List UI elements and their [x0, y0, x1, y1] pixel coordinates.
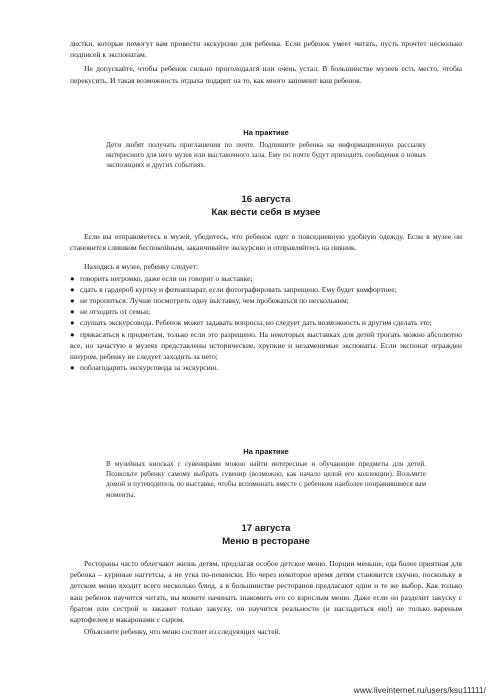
bullet-icon: ●: [70, 329, 75, 339]
section-2-date: 17 августа: [241, 523, 291, 534]
list-item: ● говорить негромко, даже если он говорит о выставке;: [70, 273, 253, 283]
bullet-icon: ●: [70, 307, 75, 317]
section-aug-16: [70, 193, 462, 373]
intro-paragraph-2: Не допускайте, чтобы ребенок сильно проголодался или очень устал. В большинстве музеев есть место, чтобы перекусить. И такая возможность отдыха подарит на то, как много запомнит ваш ребенок.: [70, 64, 462, 85]
museum-rules-list: [70, 273, 462, 374]
practice-box-1: [70, 127, 462, 171]
practice-box-2-text: В музейных киосках с сувенирами можно найти интересные и обучающие предметы для детей. Позвольте ребенку самому выбрать сувенир (возможно, как начало целой его коллекции). Возьмите домой и путеводитель по выставке, чтобы вспоминать вместе с ребенком наиболее понравившиеся вам моменты.: [106, 460, 426, 499]
list-item: ● прикасаться к предметам, только если это разрешено. На некоторых выставках для детей трогать можно абсолютно все, но зачастую в музеях представлены исторические, хрупкие и незаменимые экспонаты. Если экспонат огражден шнуром, ребенку не следует заходить за него;: [70, 329, 462, 362]
intro-block: [70, 38, 462, 86]
practice-box-2: [70, 446, 462, 500]
bullet-icon: ●: [70, 363, 75, 373]
list-item: ● не отходить от семьи;: [70, 307, 151, 317]
intro-paragraph-1: листки, которые помогут вам провести экскурсию для ребенка. Если ребенок умеет читать, пусть прочтет несколько подписей к экспонатам.: [70, 39, 462, 60]
section-1-paragraph: Если вы отправляетесь в музей, убедитесь, что ребенок одет в повседневную удобную одежду. Если в музее он становится слишком беспокойным, заканчивайте экскурсию и отправляйтесь на пикник.: [70, 232, 462, 253]
bullet-icon: ●: [70, 296, 75, 306]
practice-box-1-text: Дети любят получать приглашения по почте. Подпишите ребенка на информационную рассылку интересного для него музея или выставочного зала. Ему по почте будут приходить сообщения о новых экспозициях и других событиях.: [106, 141, 426, 170]
section-2-paragraph: Рестораны часто облегчают жизнь детям, предлагая особое детское меню. Порции меньше, еда более приятная для ребенка – куриные наггетсы, а не утка по-пекински. Но через некоторое время детям становится скучно, поскольку в детском меню входит всего несколько блюд, а в большинстве ресторанов предлагают одни и те же выбор. Как только ваш ребенок научится читать, вы можете начинать знакомить его со взрослым меню. Даже если он разделит закуску с братом или сестрой и закажет только закуску, он научится реальности (и насладиться ею!) не только вареным картофелем и макаронами с сыром.: [70, 559, 462, 625]
section-1-list-intro: Находясь в музее, ребенку следует:: [84, 262, 199, 272]
practice-box-2-title: На практике: [243, 447, 289, 456]
section-2-heading: Меню в ресторане: [222, 536, 310, 547]
section-2-paragraph-2: Объясните ребенку, что меню состоит из следующих частей.: [84, 627, 281, 637]
list-item: ● поблагодарить экскурсовода за экскурсию.: [70, 363, 219, 373]
practice-box-1-title: На практике: [243, 128, 289, 137]
list-item: ● не торопиться. Лучше посмотреть одну выставку, чем пробежаться по нескольким;: [70, 296, 349, 306]
list-item: ● слушать экскурсовода. Ребенок может задавать вопросы, но следует дать возможность и другим сделать это;: [70, 318, 432, 328]
bullet-icon: ●: [70, 318, 75, 328]
section-1-heading: Как вести себя в музее: [211, 207, 321, 218]
section-1-date: 16 августа: [241, 194, 291, 205]
bullet-icon: ●: [70, 273, 75, 283]
source-url: www.liveinternet.ru/users/ksu11111/: [353, 686, 486, 695]
section-aug-17: [70, 522, 462, 637]
bullet-icon: ●: [70, 284, 75, 294]
list-item: ● сдать в гардероб куртку и фотоаппарат, если фотографировать запрещено. Ему будет комфортнее;: [70, 284, 397, 294]
